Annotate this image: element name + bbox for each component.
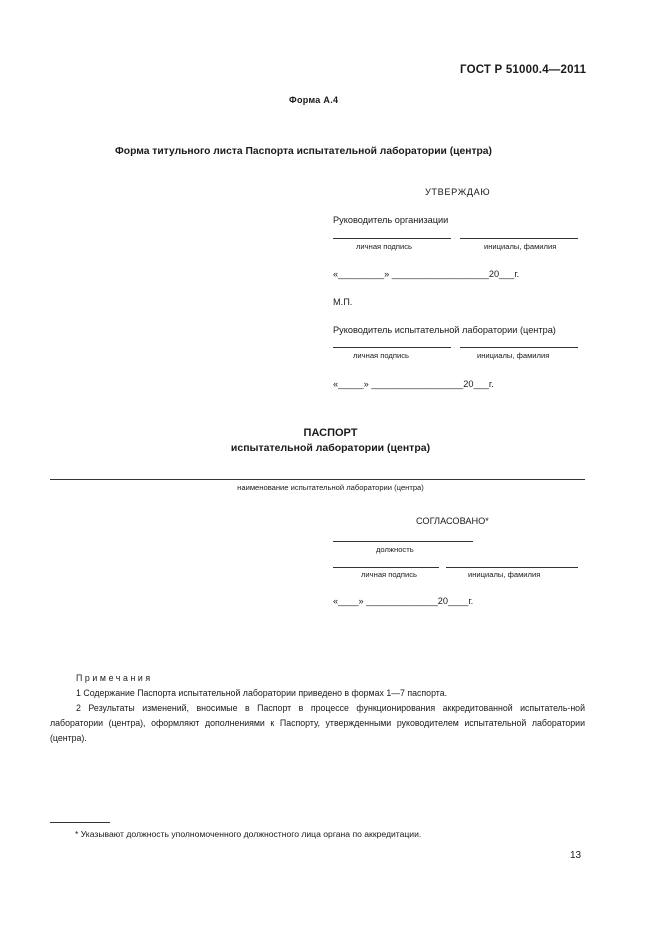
signature-caption-2: личная подпись xyxy=(353,351,409,360)
org-head-label: Руководитель организации xyxy=(333,215,449,225)
note-item: 1 Содержание Паспорта испытательной лаборатории приведено в формах 1—7 паспорта. xyxy=(76,688,448,698)
agreed-initials-caption: инициалы, фамилия xyxy=(468,570,541,579)
page-number: 13 xyxy=(570,850,582,861)
footnote-separator xyxy=(50,822,110,823)
agreed-signature-caption: личная подпись xyxy=(361,570,417,579)
notes-section xyxy=(50,671,585,746)
agreed-initials-line xyxy=(446,567,578,568)
form-label: Форма А.4 xyxy=(289,95,339,105)
stamp-label: М.П. xyxy=(333,297,353,307)
signature-line xyxy=(333,238,451,239)
approve-heading: УТВЕРЖДАЮ xyxy=(425,187,491,197)
lab-name-caption: наименование испытательной лаборатории (центра) xyxy=(237,483,424,492)
position-line xyxy=(333,541,473,542)
initials-caption: инициалы, фамилия xyxy=(484,242,557,251)
notes-heading: Примечания xyxy=(76,673,153,683)
signature-line-2 xyxy=(333,347,451,348)
passport-subheading: испытательной лаборатории (центра) xyxy=(230,442,431,454)
initials-line xyxy=(460,238,578,239)
passport-heading: ПАСПОРТ xyxy=(303,427,358,439)
lab-name-line xyxy=(50,479,585,480)
page-title: Форма титульного листа Паспорта испытательной лаборатории (центра) xyxy=(115,146,492,157)
initials-line-2 xyxy=(460,347,578,348)
approve-date-line-2: «_____» __________________20___г. xyxy=(333,379,494,389)
signature-caption: личная подпись xyxy=(356,242,412,251)
approve-date-line: «_________» ___________________20___г. xyxy=(333,269,520,279)
lab-head-label: Руководитель испытательной лаборатории (центра) xyxy=(333,325,556,335)
agreed-date-line: «____» ______________20____г. xyxy=(333,596,474,606)
agreed-heading: СОГЛАСОВАНО* xyxy=(416,516,489,526)
initials-caption-2: инициалы, фамилия xyxy=(477,351,550,360)
position-caption: должность xyxy=(376,545,414,554)
agreed-signature-line xyxy=(333,567,439,568)
standard-number: ГОСТ Р 51000.4—2011 xyxy=(460,64,587,76)
footnote: * Указывают должность уполномоченного должностного лица органа по аккредитации. xyxy=(75,829,422,839)
note-item: 2 Результаты изменений, вносимые в Паспорт в процессе функционирования аккредитованной испытатель-ной лаборатории (центра), оформляют дополнениями к Паспорту, утвержденными руководителем испытательной лаборатории (центра). xyxy=(50,703,585,743)
